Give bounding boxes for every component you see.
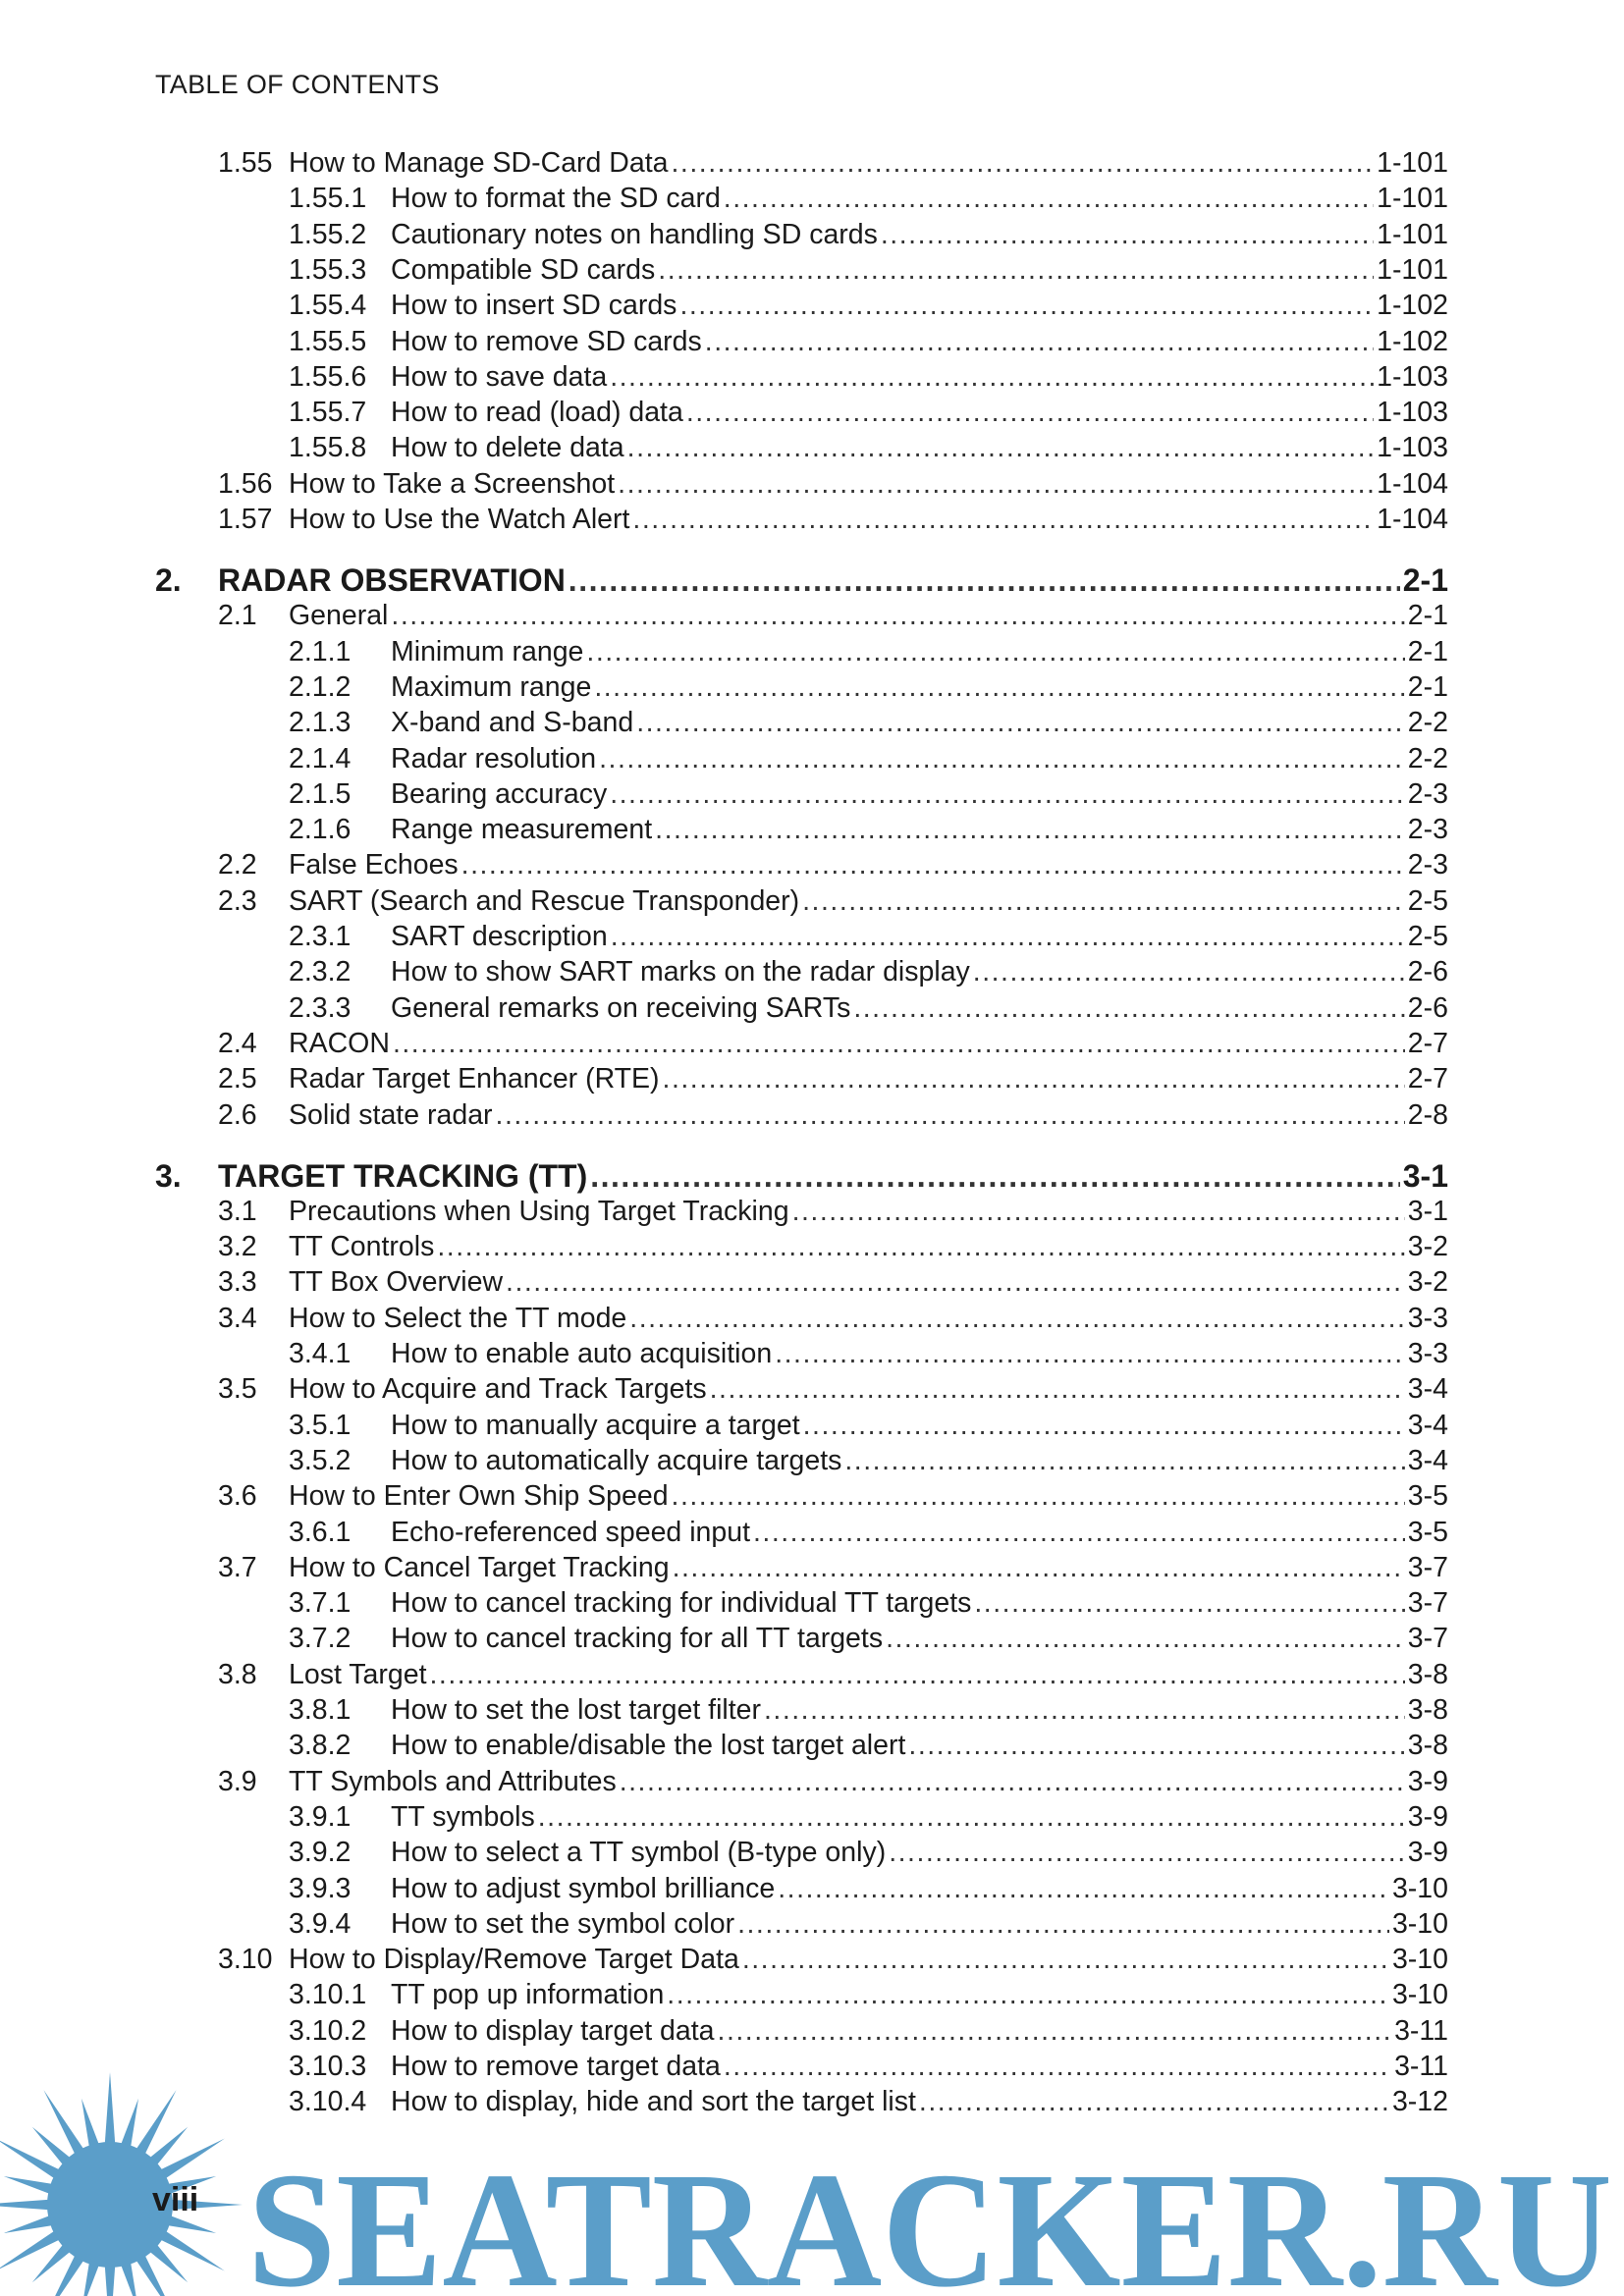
toc-title: TARGET TRACKING (TT) [218,1157,588,1194]
toc-section[interactable] [218,504,1448,537]
toc-leader [663,1063,1405,1095]
toc-section[interactable] [218,147,1448,181]
toc-page: 3-4 [1407,1444,1448,1476]
toc-subsection[interactable] [289,707,1448,740]
toc-leader [658,254,1374,287]
toc-title: How to enable/disable the lost target alert [391,1730,906,1762]
toc-leader [672,147,1375,180]
toc-number: 3.5.1 [289,1409,352,1441]
toc-subsection[interactable] [289,1587,1448,1621]
toc-number: 1.55.5 [289,325,367,357]
toc-subsection[interactable] [289,778,1448,812]
toc-number: 2.3.1 [289,921,352,952]
toc-title: How to adjust symbol brilliance [391,1872,776,1904]
toc-number: 2.2 [218,849,257,881]
watermark [0,2042,1624,2296]
toc-section[interactable] [218,1373,1448,1407]
toc-title: How to set the symbol color [391,1907,735,1940]
toc-title: How to cancel tracking for individual TT targets [391,1587,972,1620]
toc-title: How to enable auto acquisition [391,1338,773,1369]
toc-title: Precautions when Using Target Tracking [289,1195,789,1227]
toc-section[interactable] [218,849,1448,882]
toc-leader [679,290,1374,322]
toc-page: 2-8 [1407,1098,1448,1131]
toc-leader [792,1196,1405,1228]
toc-subsection[interactable] [289,921,1448,954]
toc-section[interactable] [218,1766,1448,1799]
toc-number: 2.3.3 [289,991,352,1024]
sun-ray [105,2072,116,2146]
toc-title: TT pop up information [391,1979,665,2011]
toc-number: 3.6.1 [289,1516,352,1548]
toc-leader [673,1552,1405,1584]
toc-leader [594,671,1404,704]
toc-section[interactable] [218,1266,1448,1300]
toc-leader [611,921,1405,953]
toc-number: 3.9.1 [289,1800,352,1833]
toc-leader [538,1801,1405,1834]
toc-subsection[interactable] [289,326,1448,359]
toc-page: 3-4 [1407,1409,1448,1441]
toc-number: 3.8 [218,1658,257,1690]
toc-subsection[interactable] [289,1517,1448,1550]
toc-title: How to Cancel Target Tracking [289,1551,670,1583]
toc-leader [853,992,1404,1025]
sun-ray [81,2099,100,2150]
toc-page: 1-103 [1377,397,1448,429]
toc-number: 3.9 [218,1765,257,1797]
toc-leader [686,397,1374,429]
toc-number: 3.10.4 [289,2086,367,2118]
toc-number: 3.5 [218,1373,257,1406]
toc-subsection[interactable] [289,397,1448,430]
toc-subsection[interactable] [289,956,1448,989]
toc-leader [586,636,1404,668]
toc-leader [753,1517,1405,1549]
toc-page: 2-1 [1407,670,1448,703]
toc-number: 1.55.6 [289,360,367,393]
toc-section[interactable] [218,1196,1448,1229]
sun-ray [105,2264,116,2296]
toc-title: Compatible SD cards [391,253,656,286]
toc-page: 3-4 [1407,1373,1448,1406]
toc-number: 1.55.1 [289,183,367,215]
toc-title: General remarks on receiving SARTs [391,991,851,1024]
sun-ray [4,2176,55,2195]
toc-leader [724,183,1374,215]
toc-title: Maximum range [391,670,592,703]
toc-section[interactable] [218,1659,1448,1692]
toc-section[interactable] [218,468,1448,502]
toc-leader [775,1338,1405,1370]
toc-title: How to Enter Own Ship Speed [289,1480,669,1513]
toc-leader [973,956,1405,988]
toc-leader [618,468,1374,501]
toc-number: 1.55.7 [289,397,367,429]
toc-page: 2-1 [1402,562,1448,599]
toc-page: 3-7 [1407,1551,1448,1583]
toc-page: 3-8 [1407,1658,1448,1690]
toc-leader [506,1266,1405,1299]
sun-ray [120,2099,138,2150]
toc-page: 3-3 [1407,1338,1448,1369]
toc-page: 2-5 [1407,884,1448,917]
toc-number: 1.55.2 [289,218,367,250]
toc-page: 2-6 [1407,991,1448,1024]
toc-leader [629,1303,1405,1335]
toc-number: 3.1 [218,1195,257,1227]
toc-subsection[interactable] [289,1730,1448,1763]
toc-page: 2-5 [1407,921,1448,952]
toc-leader [737,1908,1389,1941]
toc-page: 1-101 [1377,147,1448,179]
toc-number: 2.3 [218,884,257,917]
toc-title: How to set the lost target filter [391,1694,761,1726]
sun-ray [4,2215,55,2233]
toc-title: How to Display/Remove Target Data [289,1944,739,1976]
toc-number: 3.9.2 [289,1837,352,1869]
toc-number: 2.1.3 [289,707,352,739]
toc-subsection[interactable] [289,219,1448,252]
sun-icon [0,2072,243,2296]
toc-leader [496,1099,1405,1132]
toc-page: 1-103 [1377,360,1448,393]
toc-number: 2.1.5 [289,777,352,810]
toc-leader [568,562,1400,599]
toc-subsection[interactable] [289,671,1448,705]
toc-subsection[interactable] [289,361,1448,395]
toc-page: 3-10 [1391,1944,1448,1976]
toc-number: 3.10 [218,1944,273,1976]
toc-subsection[interactable] [289,1445,1448,1478]
toc-page: 3-10 [1391,1872,1448,1904]
toc-page: 3-9 [1407,1765,1448,1797]
toc-leader [627,432,1374,464]
toc-title: RACON [289,1027,390,1059]
toc-title: TT symbols [391,1800,535,1833]
toc-number: 2.6 [218,1098,257,1131]
toc-number: 3.4.1 [289,1338,352,1369]
toc-leader [908,1730,1404,1762]
toc-title: Echo-referenced speed input [391,1516,750,1548]
toc-number: 3.9.4 [289,1907,352,1940]
toc-title: How to remove target data [391,2051,721,2082]
toc-number: 3.7 [218,1551,257,1583]
toc-subsection[interactable] [289,636,1448,669]
toc-title: X-band and S-band [391,707,634,739]
toc-page: 3-5 [1407,1516,1448,1548]
toc-subsection[interactable] [289,1623,1448,1656]
toc-section[interactable] [218,885,1448,919]
toc-number: 2.4 [218,1027,257,1059]
toc-title: How to show SART marks on the radar display [391,956,970,988]
toc-page: 3-10 [1391,1907,1448,1940]
toc-title: How to manually acquire a target [391,1409,800,1441]
toc-number: 2.1.6 [289,814,352,846]
toc-number: 1.55.8 [289,432,367,464]
toc-page: 3-11 [1394,2051,1448,2082]
toc-page: 1-104 [1377,467,1448,500]
toc-section[interactable] [218,600,1448,633]
toc-page: 3-8 [1407,1730,1448,1762]
toc-page: 3-12 [1391,2086,1448,2118]
toc-page: 3-9 [1407,1800,1448,1833]
toc-number: 3.2 [218,1231,257,1263]
toc-title: TT Symbols and Attributes [289,1765,617,1797]
toc-page: 2-6 [1407,956,1448,988]
toc-page: 1-104 [1377,504,1448,535]
toc-leader [437,1231,1404,1263]
toc-number: 2.1.2 [289,670,352,703]
toc-title: RADAR OBSERVATION [218,562,566,599]
toc-title: False Echoes [289,849,459,881]
toc-leader [974,1587,1404,1620]
toc-number: 2.3.2 [289,956,352,988]
toc-page: 3-2 [1407,1266,1448,1299]
toc-leader [632,504,1374,536]
toc-title: How to read (load) data [391,397,683,429]
toc-subsection[interactable] [289,290,1448,323]
toc-title: How to remove SD cards [391,325,702,357]
toc-title: How to save data [391,360,608,393]
toc-leader [844,1445,1404,1477]
toc-leader [764,1694,1405,1727]
toc-title: Lost Target [289,1658,427,1690]
toc-leader [461,849,1405,881]
toc-subsection[interactable] [289,1837,1448,1870]
toc-leader [636,707,1405,739]
toc-page: 3-8 [1407,1694,1448,1726]
toc-title: How to display target data [391,2014,715,2047]
toc-number: 1.55 [218,147,273,179]
toc-page: 2-3 [1407,814,1448,846]
toc-number: 2.5 [218,1063,257,1095]
toc-page: 2-3 [1407,777,1448,810]
page-header: TABLE OF CONTENTS [155,70,440,99]
toc-subsection[interactable] [289,254,1448,288]
toc-section[interactable] [218,1303,1448,1336]
toc-title: SART (Search and Rescue Transponder) [289,884,800,917]
toc-leader [710,1373,1405,1406]
toc-leader [391,600,1404,632]
toc-subsection[interactable] [289,183,1448,216]
toc-number: 3.4 [218,1302,257,1334]
toc-number: 3.9.3 [289,1872,352,1904]
toc-leader [393,1028,1405,1060]
toc-leader [590,1158,1400,1195]
toc-page: 3-11 [1394,2014,1448,2047]
toc-title: Solid state radar [289,1098,493,1131]
toc-leader [742,1944,1389,1976]
toc-number: 3.5.2 [289,1444,352,1476]
toc-number: 3.6 [218,1480,257,1513]
toc-number: 2.1.4 [289,742,352,774]
toc-page: 1-103 [1377,432,1448,464]
toc-number: 1.57 [218,504,273,535]
toc-title: How to insert SD cards [391,290,677,322]
toc-number: 1.55.3 [289,253,367,286]
toc-page: 3-9 [1407,1837,1448,1869]
toc-title: How to format the SD card [391,183,721,215]
toc-section[interactable] [218,1552,1448,1585]
toc-number: 3. [155,1157,182,1194]
sun-ray [0,2200,51,2211]
toc-page: 2-1 [1407,600,1448,632]
toc-page: 3-1 [1402,1157,1448,1194]
toc-number: 3.8.1 [289,1694,352,1726]
toc-title: Range measurement [391,814,653,846]
toc-number: 2.1 [218,600,257,632]
toc-title: How to Take a Screenshot [289,467,616,500]
toc-subsection[interactable] [289,992,1448,1026]
toc-leader [610,361,1374,394]
toc-page: 3-3 [1407,1302,1448,1334]
toc-subsection[interactable] [289,432,1448,465]
toc-title: How to Select the TT mode [289,1302,627,1334]
toc-title: How to cancel tracking for all TT targets [391,1623,884,1655]
page-number: viii [152,2181,199,2218]
toc-title: Cautionary notes on handling SD cards [391,218,878,250]
toc-leader [655,814,1405,846]
toc-page: 2-7 [1407,1063,1448,1095]
toc-subsection[interactable] [289,814,1448,847]
toc-page: 1-101 [1377,253,1448,286]
toc-title: How to Use the Watch Alert [289,504,630,535]
toc-page: 2-7 [1407,1027,1448,1059]
watermark-text: SEATRACKER.RU [247,2139,1612,2296]
toc-leader [881,219,1374,251]
toc-leader [667,1979,1389,2011]
toc-page: 2-3 [1407,849,1448,881]
toc-subsection[interactable] [289,1979,1448,2012]
toc-number: 3.10.3 [289,2051,367,2082]
toc-leader [610,778,1405,811]
toc-page: 2-2 [1407,742,1448,774]
toc-page: 3-1 [1407,1195,1448,1227]
toc-leader [778,1873,1389,1905]
toc-chapter[interactable] [155,1158,1448,1198]
toc-number: 3.10.2 [289,2014,367,2047]
toc-title: Radar resolution [391,742,597,774]
toc-leader [705,326,1374,358]
toc-page: 3-7 [1407,1623,1448,1655]
toc-title: TT Controls [289,1231,435,1263]
toc-leader [620,1766,1405,1798]
toc-page: 2-1 [1407,635,1448,667]
toc-page: 3-5 [1407,1480,1448,1513]
toc-page: 2-2 [1407,707,1448,739]
toc-page: 3-7 [1407,1587,1448,1620]
toc-title: How to delete data [391,432,624,464]
toc-title: General [289,600,389,632]
toc-section[interactable] [218,1028,1448,1061]
toc-title: How to Acquire and Track Targets [289,1373,707,1406]
toc-title: Minimum range [391,635,584,667]
toc-page: 1-101 [1377,183,1448,215]
toc-page: 1-102 [1377,325,1448,357]
toc-page: 3-10 [1391,1979,1448,2011]
toc-title: How to Manage SD-Card Data [289,147,669,179]
toc-number: 1.56 [218,467,273,500]
toc-title: Radar Target Enhancer (RTE) [289,1063,660,1095]
toc-subsection[interactable] [289,1410,1448,1443]
toc-section[interactable] [218,1099,1448,1133]
toc-leader [599,743,1405,775]
toc-title: How to display, hide and sort the target list [391,2086,916,2118]
toc-leader [886,1623,1405,1655]
toc-title: TT Box Overview [289,1266,504,1299]
toc-subsection[interactable] [289,1338,1448,1371]
toc-page: 1-101 [1377,218,1448,250]
toc-title: How to select a TT symbol (B-type only) [391,1837,887,1869]
toc-section[interactable] [218,1944,1448,1977]
toc-section[interactable] [218,1231,1448,1264]
toc-page: 1-102 [1377,290,1448,322]
toc-leader [672,1480,1405,1513]
toc-number: 3.7.1 [289,1587,352,1620]
toc-number: 1.55.4 [289,290,367,322]
toc-number: 3.8.2 [289,1730,352,1762]
toc-title: How to automatically acquire targets [391,1444,842,1476]
toc-page: 3-2 [1407,1231,1448,1263]
toc-subsection[interactable] [289,1908,1448,1942]
toc-leader [889,1837,1405,1869]
toc-title: Bearing accuracy [391,777,608,810]
toc-subsection[interactable] [289,1801,1448,1835]
toc-chapter[interactable] [155,562,1448,602]
toc-subsection[interactable] [289,1873,1448,1906]
toc-leader [803,1410,1405,1442]
toc-section[interactable] [218,1480,1448,1514]
toc-number: 3.10.1 [289,1979,367,2011]
toc-subsection[interactable] [289,743,1448,776]
toc-leader [802,885,1405,918]
toc-number: 3.7.2 [289,1623,352,1655]
toc-number: 2. [155,562,182,599]
toc-leader [429,1659,1404,1691]
toc-title: SART description [391,921,608,952]
toc-section[interactable] [218,1063,1448,1096]
toc-subsection[interactable] [289,1694,1448,1728]
toc-number: 2.1.1 [289,635,352,667]
toc-number: 3.3 [218,1266,257,1299]
